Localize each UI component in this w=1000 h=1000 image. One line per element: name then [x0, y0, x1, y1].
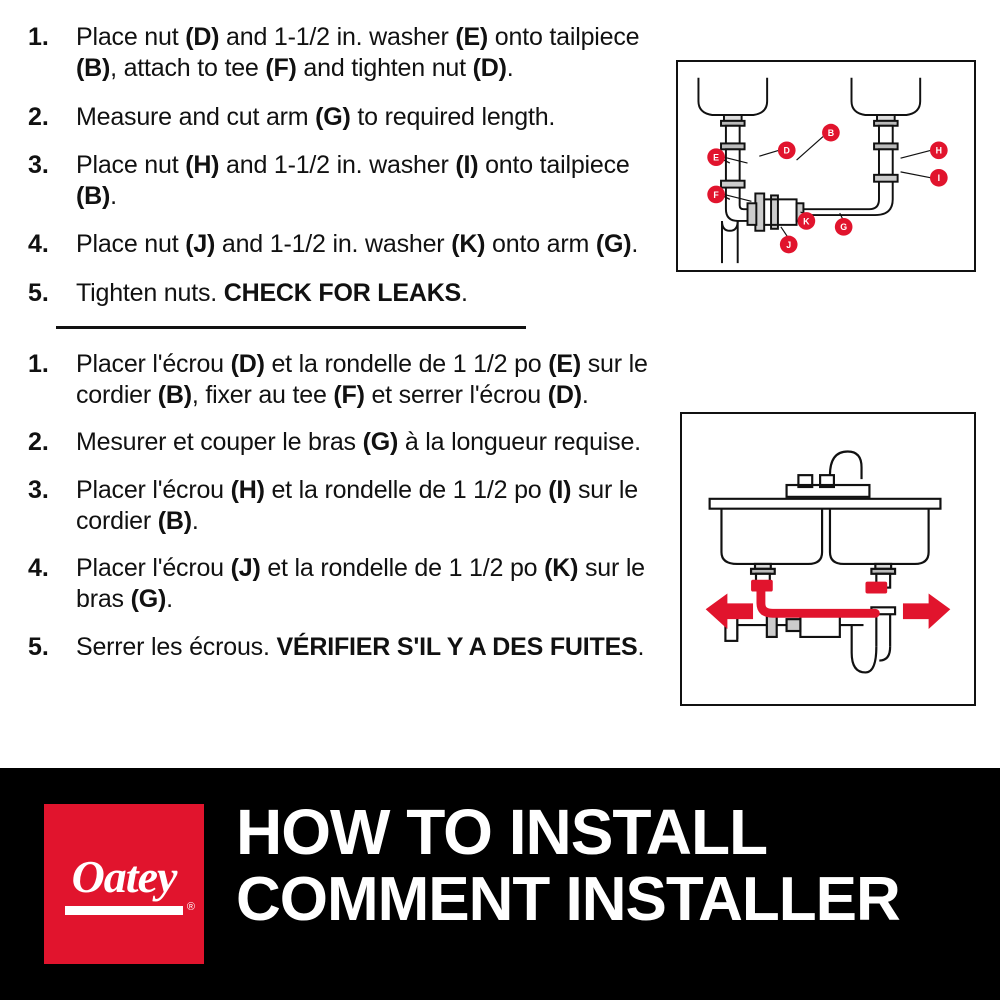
footer-titles	[236, 798, 984, 934]
callout-D	[778, 141, 796, 159]
step-text: Place nut (J) and 1-1/2 in. washer (K) onto arm (G).	[76, 230, 639, 259]
step-number: 5.	[28, 278, 49, 307]
registered-mark: ®	[186, 900, 195, 913]
svg-text:G: G	[840, 222, 848, 233]
callout-G	[835, 218, 853, 236]
logo-underline	[65, 906, 183, 915]
list-item	[28, 102, 668, 133]
svg-text:D: D	[783, 145, 790, 156]
step-number: 5.	[28, 632, 49, 661]
list-item	[28, 632, 668, 663]
footer-banner	[0, 768, 1000, 1000]
step-text: Placer l'écrou (J) et la rondelle de 1 1/2 po (K) sur le bras (G).	[76, 554, 645, 614]
step-number: 3.	[28, 150, 49, 179]
step-text: Tighten nuts. CHECK FOR LEAKS.	[76, 278, 468, 307]
list-item	[28, 278, 668, 309]
svg-text:K: K	[803, 216, 810, 227]
step-text: Placer l'écrou (H) et la rondelle de 1 1/2 po (I) sur le cordier (B).	[76, 475, 638, 535]
step-number: 2.	[28, 428, 49, 457]
list-item	[28, 553, 668, 616]
svg-text:J: J	[786, 239, 792, 250]
step-text: Mesurer et couper le bras (G) à la longueur requise.	[76, 428, 641, 457]
svg-text:H: H	[935, 145, 943, 156]
list-item	[28, 427, 668, 458]
footer-title-french: COMMENT INSTALLER	[236, 865, 900, 935]
step-number: 3.	[28, 475, 49, 504]
list-item	[28, 229, 668, 260]
footer-title-english: HOW TO INSTALL	[236, 796, 768, 868]
callout-F	[707, 186, 725, 204]
double-sink-drain-assembly-diagram	[676, 60, 976, 272]
logo-text: Oatey	[71, 850, 177, 902]
svg-text:E: E	[713, 152, 720, 163]
step-number: 1.	[28, 23, 49, 51]
language-divider	[56, 326, 526, 329]
callout-I	[930, 169, 948, 187]
step-text: Place nut (D) and 1-1/2 in. washer (E) onto tailpiece (B), attach to tee (F) and tighten nut (D).	[76, 23, 640, 83]
callout-B	[822, 124, 840, 142]
sink-installation-location-diagram	[680, 412, 976, 706]
svg-text:I: I	[937, 173, 941, 184]
list-item	[28, 22, 668, 85]
callout-J	[780, 236, 798, 254]
french-instructions	[28, 349, 668, 663]
step-number: 2.	[28, 102, 49, 131]
list-item	[28, 150, 668, 213]
english-instructions	[28, 22, 668, 309]
step-number: 4.	[28, 554, 49, 582]
svg-text:B: B	[827, 128, 835, 139]
step-text: Placer l'écrou (D) et la rondelle de 1 1/2 po (E) sur le cordier (B), fixer au tee (F) et serrer l'écrou (D).	[76, 349, 648, 409]
step-text: Serrer les écrous. VÉRIFIER S'IL Y A DES FUITES.	[76, 632, 645, 661]
oatey-logo	[44, 804, 204, 964]
step-text: Measure and cut arm (G) to required length.	[76, 102, 556, 131]
svg-text:F: F	[713, 189, 719, 200]
step-number: 1.	[28, 349, 49, 378]
step-text: Place nut (H) and 1-1/2 in. washer (I) onto tailpiece (B).	[76, 150, 630, 210]
step-number: 4.	[28, 230, 49, 259]
list-item	[28, 475, 668, 538]
list-item	[28, 349, 668, 412]
callout-H	[930, 141, 948, 159]
callout-E	[707, 148, 725, 166]
callout-K	[798, 212, 816, 230]
instructions-panel	[28, 22, 668, 679]
